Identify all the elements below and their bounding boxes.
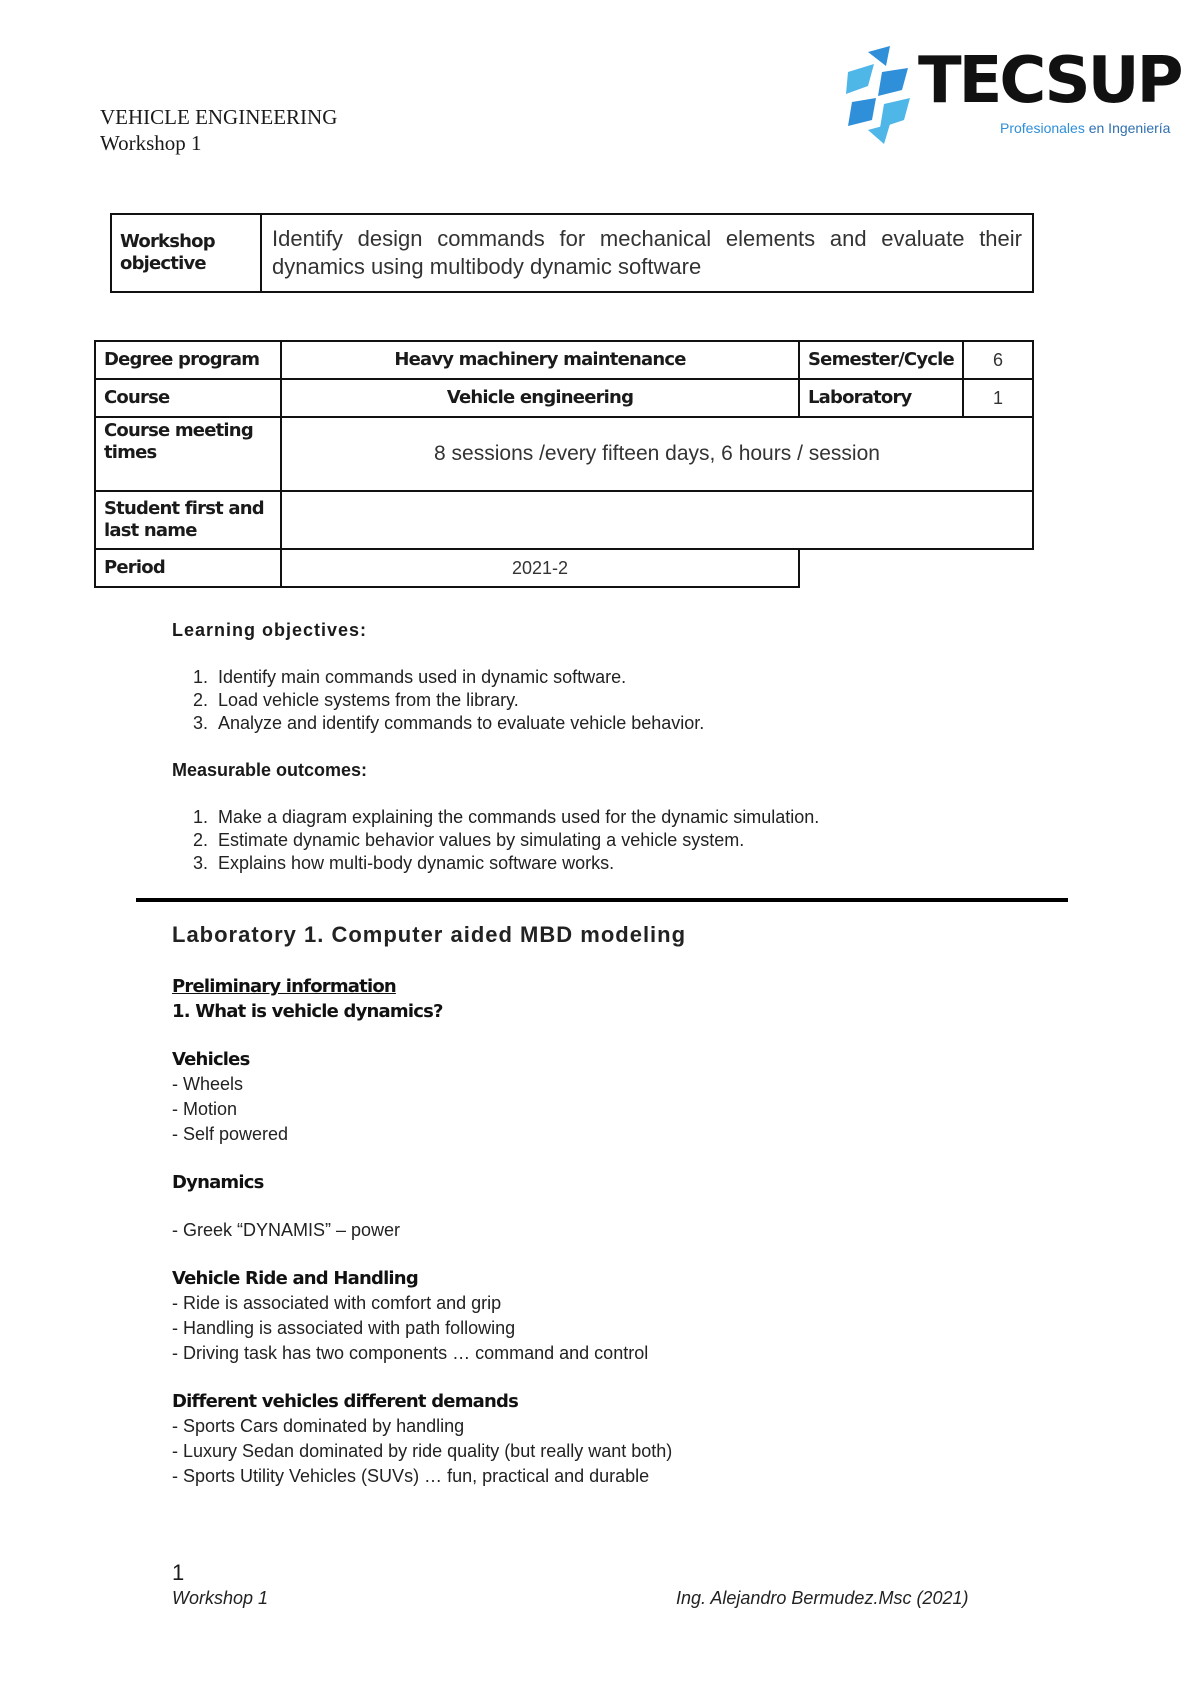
degree-row [95,341,1033,379]
student-row [95,491,1033,549]
logo-tagline [1000,120,1170,136]
course-label: Course [95,379,281,417]
measurable-outcomes-list [172,806,819,875]
list-item: - Ride is associated with comfort and grip [172,1293,502,1313]
semester-label: Semester/Cycle [799,341,963,379]
logo-tag-a: Profesionales [1000,120,1085,136]
period-value: 2021-2 [281,549,799,587]
ride-heading: Vehicle Ride and Handling [172,1268,418,1289]
footer-left: Workshop 1 [172,1588,269,1608]
course-value: Vehicle engineering [281,379,799,417]
list-item: 1. Identify main commands used in dynamic software. [192,667,627,687]
student-name-field[interactable] [281,491,1033,549]
workshop-label: Workshop 1 [100,131,202,155]
footer-right: Ing. Alejandro Bermudez.Msc (2021) [676,1588,969,1608]
list-item: - Greek “DYNAMIS” – power [172,1220,401,1240]
lab-title: Laboratory 1. Computer aided MBD modeling [172,922,687,947]
question-heading: 1. What is vehicle dynamics? [172,1001,443,1022]
times-value: 8 sessions /every fifteen days, 6 hours / session [281,417,1033,491]
laboratory-label: Laboratory [799,379,963,417]
objective-label: Workshop objective [111,214,261,292]
list-item: - Sports Utility Vehicles (SUVs) … fun, practical and durable [172,1466,650,1486]
objective-text: Identify design commands for mechanical elements and evaluate their dynamics using multibody dynamic software [261,214,1033,292]
list-item: 3. Analyze and identify commands to evaluate vehicle behavior. [192,713,705,733]
list-item: 2. Load vehicle systems from the library. [192,690,519,710]
student-label: Student first and last name [95,491,281,549]
times-label: Course meeting times [95,417,281,491]
section-divider [136,898,1068,902]
objective-row [111,214,1033,292]
degree-label: Degree program [95,341,281,379]
header-title-block [100,104,337,156]
course-title: VEHICLE ENGINEERING [100,105,338,129]
objective-table [110,213,1034,293]
list-item: - Wheels [172,1074,244,1094]
semester-value: 6 [963,341,1033,379]
course-info-table [94,340,1034,588]
list-item: 1. Make a diagram explaining the commands used for the dynamic simulation. [192,807,820,827]
measurable-outcomes-title: Measurable outcomes: [172,760,368,780]
laboratory-value: 1 [963,379,1033,417]
list-item: - Driving task has two components … command and control [172,1343,649,1363]
list-item: - Self powered [172,1124,289,1144]
page-number: 1 [172,1560,185,1585]
logo-wordmark: TECSUP [918,44,1181,118]
dynamics-heading: Dynamics [172,1172,264,1193]
lab-body [172,974,1072,1489]
list-item: 2. Estimate dynamic behavior values by simulating a vehicle system. [192,830,745,850]
course-row [95,379,1033,417]
logo-tag-b: en Ingeniería [1084,120,1171,136]
list-item: - Motion [172,1099,238,1119]
list-item: - Sports Cars dominated by handling [172,1416,465,1436]
period-row [95,549,1033,587]
demands-heading: Different vehicles different demands [172,1391,519,1412]
list-item: - Luxury Sedan dominated by ride quality (but really want both) [172,1441,673,1461]
learning-objectives-title: Learning objectives: [172,620,368,640]
list-item: 3. Explains how multi-body dynamic software works. [192,853,615,873]
times-row [95,417,1033,491]
degree-value: Heavy machinery maintenance [281,341,799,379]
list-item: - Handling is associated with path following [172,1318,516,1338]
vehicles-heading: Vehicles [172,1049,250,1070]
period-blank [799,549,1033,587]
preliminary-heading: Preliminary information [172,976,396,997]
learning-objectives-list [172,666,704,735]
period-label: Period [95,549,281,587]
